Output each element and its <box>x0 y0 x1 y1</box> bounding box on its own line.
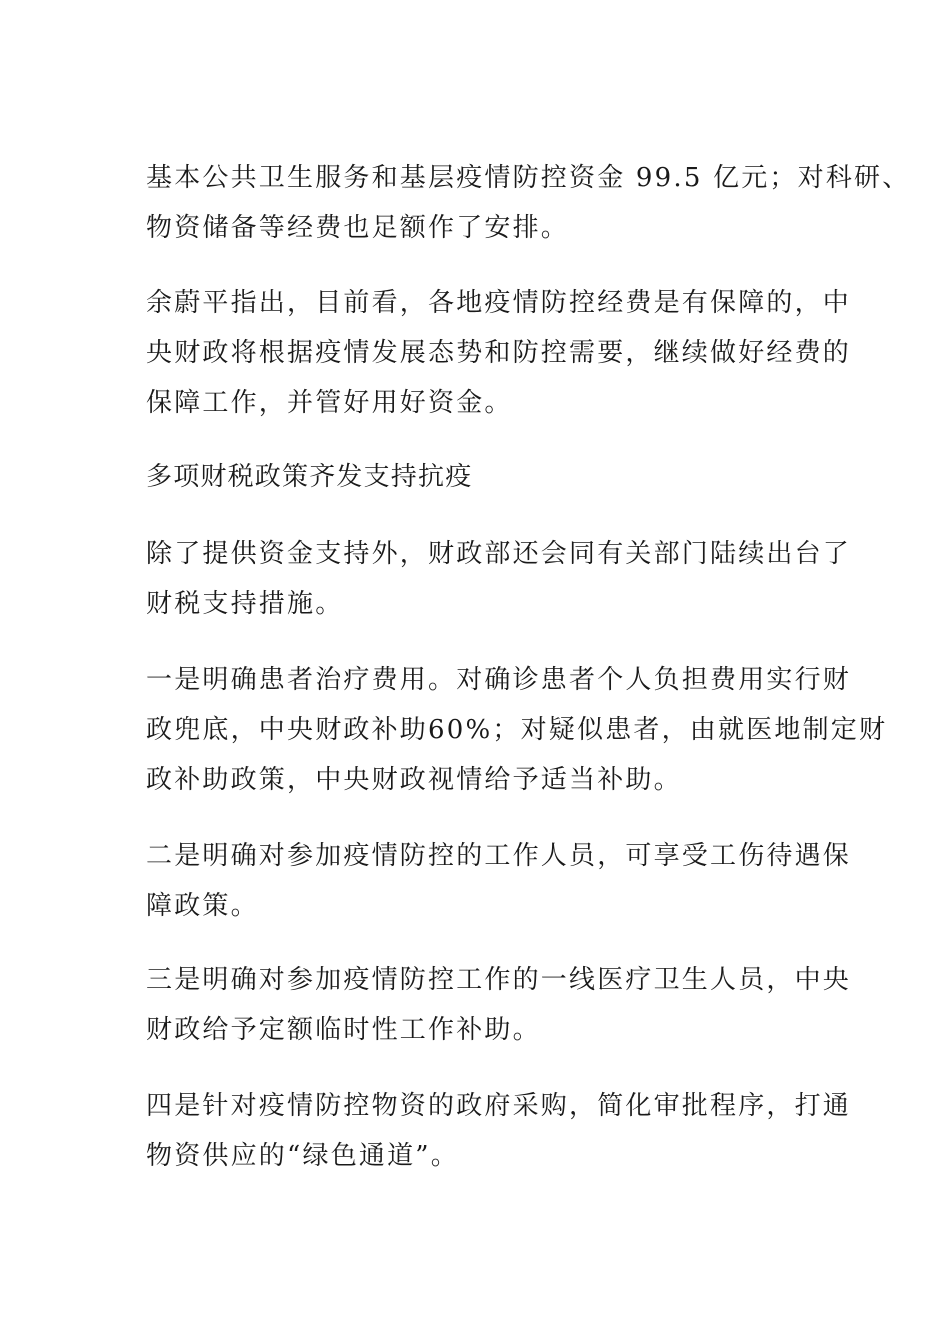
paragraph-yu-weiping-statement <box>146 278 851 428</box>
text-line: 央财政将根据疫情发展态势和防控需要，继续做好经费的 <box>146 338 852 368</box>
text-line: 一是明确患者治疗费用。对确诊患者个人负担费用实行财 <box>146 665 852 695</box>
text-line: 二是明确对参加疫情防控的工作人员，可享受工伤待遇保 <box>146 841 852 871</box>
text-line: 财政给予定额临时性工作补助。 <box>146 1015 541 1045</box>
text-line: 政兜底，中央财政补助60%；对疑似患者，由就医地制定财 <box>146 715 888 745</box>
heading-text: 多项财税政策齐发支持抗疫 <box>146 462 473 492</box>
text-line: 保障工作，并管好用好资金。 <box>146 388 513 418</box>
text-line: 除了提供资金支持外，财政部还会同有关部门陆续出台了 <box>146 539 852 569</box>
text-line: 基本公共卫生服务和基层疫情防控资金 99.5 亿元；对科研、 <box>146 163 911 193</box>
text-line: 障政策。 <box>146 891 259 921</box>
paragraph-measure-four <box>146 1081 851 1181</box>
text-line: 财税支持措施。 <box>146 589 344 619</box>
text-line: 余蔚平指出，目前看，各地疫情防控经费是有保障的，中 <box>146 288 852 318</box>
text-line: 物资供应的“绿色通道”。 <box>146 1141 459 1171</box>
paragraph-measure-three <box>146 955 851 1055</box>
paragraph-measure-two <box>146 831 851 931</box>
text-line: 三是明确对参加疫情防控工作的一线医疗卫生人员，中央 <box>146 965 852 995</box>
section-heading <box>146 452 472 502</box>
text-line: 四是针对疫情防控物资的政府采购，简化审批程序，打通 <box>146 1091 852 1121</box>
paragraph-measure-one <box>146 655 887 805</box>
paragraph-funding-amounts <box>146 153 910 253</box>
paragraph-tax-measures-intro <box>146 529 851 629</box>
text-line: 政补助政策，中央财政视情给予适当补助。 <box>146 765 682 795</box>
text-line: 物资储备等经费也足额作了安排。 <box>146 213 570 243</box>
